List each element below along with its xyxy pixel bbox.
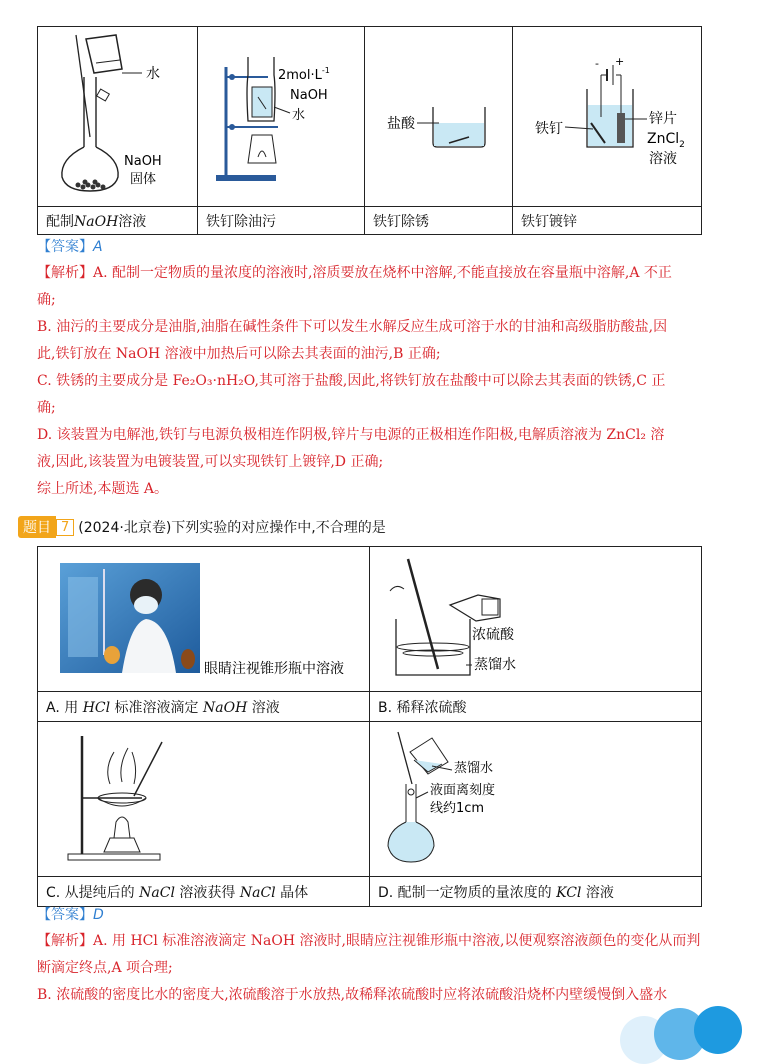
caption-d: D. 配制一定物质的量浓度的 KCl 溶液	[370, 877, 702, 907]
label-zinc: 锌片	[649, 111, 677, 127]
analysis-1-a2: 确;	[37, 292, 56, 308]
diagram-derust	[365, 27, 513, 207]
caption-2: 铁钉除油污	[198, 207, 365, 235]
question-source: (2024·北京卷)	[78, 520, 172, 536]
analysis-1-b1: B. 油污的主要成分是油脂,油脂在碱性条件下可以发生水解反应生成可溶于水的甘油和高级脂肪酸盐,因	[37, 319, 668, 335]
label-hcl: 盐酸	[387, 116, 415, 132]
analysis-2-b1: B. 浓硫酸的密度比水的密度大,浓硫酸溶于水放热,故稀释浓硫酸时应将浓硫酸沿烧杯内壁缓慢倒入盛水	[37, 987, 668, 1003]
label-nail: 铁钉	[535, 121, 563, 137]
photo-caption: 眼睛注视锥形瓶中溶液	[204, 661, 344, 677]
caption-1: 配制NaOH溶液	[38, 207, 198, 235]
analysis-1-d2: 液,因此,该装置为电镀装置,可以实现铁钉上镀锌,D 正确;	[37, 454, 384, 470]
label-solid: 固体	[130, 172, 157, 187]
label-plus: +	[615, 55, 625, 68]
diagram-titration-photo	[38, 547, 370, 692]
experiment-table-2	[37, 546, 702, 907]
diagram-volumetric-dilution	[370, 722, 702, 877]
label-naoh: NaOH	[124, 154, 162, 169]
question-badge: 题目	[18, 516, 56, 538]
analysis-1-b2: 此,铁钉放在 NaOH 溶液中加热后可以除去其表面的油污,B 正确;	[37, 346, 441, 362]
analysis-2-a2: 断滴定终点,A 项合理;	[37, 960, 173, 976]
label-conc: $2mol\cdot L^{-1}$	[278, 66, 330, 83]
diagram-dilute-acid	[370, 547, 702, 692]
answer-1: 【答案】A	[37, 239, 103, 255]
answer-2: 【答案】D	[37, 907, 104, 923]
analysis-1-c2: 确;	[37, 400, 56, 416]
label-water-2: 水	[292, 108, 306, 123]
caption-a: A. 用 HCl 标准溶液滴定 NaOH 溶液	[38, 692, 370, 722]
analysis-1-a1: 【解析】A. 配制一定物质的量浓度的溶液时,溶质要放在烧杯中溶解,不能直接放在容量瓶中溶解,A 不正	[37, 265, 672, 281]
question-text: 下列实验的对应操作中,不合理的是	[171, 520, 386, 536]
label-solution: 溶液	[649, 151, 677, 167]
decorative-circles-icon	[616, 1000, 756, 1064]
analysis-1-summary: 综上所述,本题选 A。	[37, 481, 169, 497]
label-distilled: 蒸馏水	[474, 657, 516, 673]
analysis-2-a1: 【解析】A. 用 HCl 标准溶液滴定 NaOH 溶液时,眼睛应注视锥形瓶中溶液,以便观察溶液颜色的变化从而判	[37, 933, 701, 949]
analysis-1-c1: C. 铁锈的主要成分是 Fe₂O₃·nH₂O,其可溶于盐酸,因此,将铁钉放在盐酸中可以除去其表面的铁锈,C 正	[37, 373, 666, 389]
analysis-1-d1: D. 该装置为电解池,铁钉与电源负极相连作阴极,锌片与电源的正极相连作阳极,电解质溶液为 ZnCl₂ 溶	[37, 427, 665, 443]
caption-4: 铁钉镀锌	[513, 207, 702, 235]
diagram-volumetric-flask	[38, 27, 198, 207]
label-naoh-sol: NaOH	[290, 88, 328, 103]
label-minus: -	[595, 57, 599, 70]
question-7-header	[18, 516, 386, 538]
label-distance-2: 线约1cm	[430, 801, 485, 816]
diagram-degrease	[198, 27, 365, 207]
label-distance-1: 液面离刻度	[430, 783, 496, 798]
caption-c: C. 从提纯后的 NaCl 溶液获得 NaCl 晶体	[38, 877, 370, 907]
caption-3: 铁钉除锈	[365, 207, 513, 235]
label-conc-acid: 浓硫酸	[472, 627, 514, 643]
label-distilled-2: 蒸馏水	[454, 761, 494, 776]
label-water: 水	[146, 66, 160, 82]
caption-b: B. 稀释浓硫酸	[370, 692, 702, 722]
diagram-evaporation	[38, 722, 370, 877]
experiment-table-1	[37, 26, 702, 235]
question-number: 7	[56, 519, 74, 536]
label-zncl2: ZnCl$_2$	[647, 131, 685, 150]
diagram-zinc-plating	[513, 27, 702, 207]
